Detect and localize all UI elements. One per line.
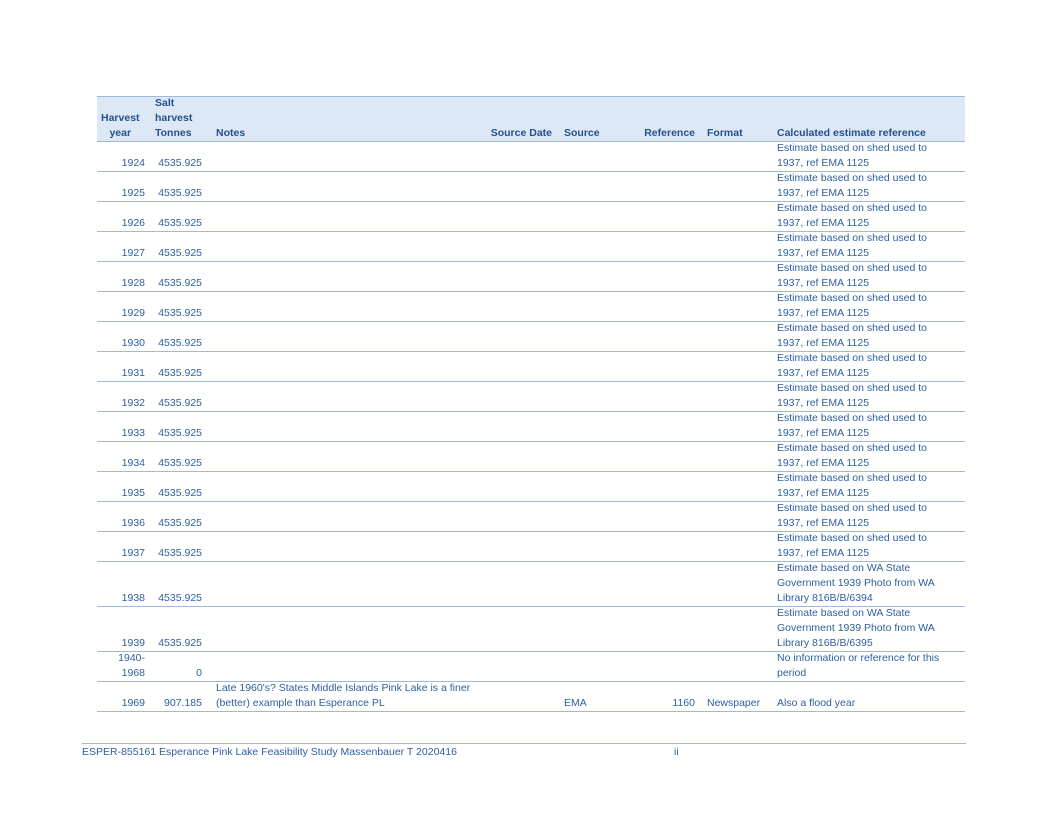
harvest-year-cell: 1934	[121, 457, 145, 469]
source-date-cell	[480, 652, 558, 681]
notes-cell	[212, 652, 480, 681]
reference-cell: 1160	[672, 697, 695, 709]
notes-cell	[212, 232, 480, 261]
header-calculated-estimate-reference: Calculated estimate reference	[777, 127, 926, 139]
notes-cell	[212, 292, 480, 321]
reference-cell	[626, 472, 701, 501]
harvest-year-cell: 1927	[121, 247, 145, 259]
salt-tonnes-cell: 4535.925	[158, 592, 202, 604]
harvest-year-cell: 1938	[121, 592, 145, 604]
source-cell	[558, 382, 626, 411]
table-row	[97, 262, 965, 292]
table-row	[97, 442, 965, 472]
source-date-cell	[480, 232, 558, 261]
salt-tonnes-cell: 907.185	[164, 697, 202, 709]
source-cell	[558, 532, 626, 561]
source-date-cell	[480, 172, 558, 201]
format-cell	[701, 442, 771, 471]
harvest-year-cell: 1940- 1968	[118, 652, 145, 679]
format-cell	[701, 232, 771, 261]
source-cell	[558, 232, 626, 261]
harvest-year-cell: 1937	[121, 547, 145, 559]
salt-tonnes-cell: 4535.925	[158, 457, 202, 469]
header-reference: Reference	[644, 127, 695, 139]
reference-cell	[626, 202, 701, 231]
source-cell	[558, 292, 626, 321]
header-notes: Notes	[216, 127, 246, 139]
salt-tonnes-cell: 4535.925	[158, 187, 202, 199]
source-date-cell	[480, 142, 558, 171]
source-cell	[558, 502, 626, 531]
salt-tonnes-cell: 4535.925	[158, 307, 202, 319]
notes-cell	[212, 562, 480, 606]
reference-cell	[626, 382, 701, 411]
format-cell	[701, 502, 771, 531]
harvest-year-cell: 1936	[121, 517, 145, 529]
table-row	[97, 172, 965, 202]
table-row	[97, 412, 965, 442]
format-cell	[701, 142, 771, 171]
notes-cell: Late 1960's? States Middle Islands Pink Lake is a finer (better) example than Esperance PL	[216, 682, 471, 709]
source-cell	[558, 142, 626, 171]
reference-cell	[626, 442, 701, 471]
source-date-cell	[480, 202, 558, 231]
reference-cell	[626, 172, 701, 201]
source-date-cell	[480, 607, 558, 651]
table-row	[97, 502, 965, 532]
source-date-cell	[480, 532, 558, 561]
salt-tonnes-cell: 4535.925	[158, 277, 202, 289]
estimate-reference-cell: Estimate based on shed used to 1937, ref EMA 1125	[777, 202, 928, 229]
harvest-year-cell: 1926	[121, 217, 145, 229]
salt-tonnes-cell: 4535.925	[158, 427, 202, 439]
source-date-cell	[480, 292, 558, 321]
harvest-table	[97, 96, 965, 712]
notes-cell	[212, 382, 480, 411]
estimate-reference-cell: Estimate based on shed used to 1937, ref EMA 1125	[777, 142, 928, 169]
header-source: Source	[564, 127, 600, 139]
estimate-reference-cell: Also a flood year	[777, 697, 856, 709]
salt-tonnes-cell: 4535.925	[158, 397, 202, 409]
notes-cell	[212, 352, 480, 381]
source-cell	[558, 472, 626, 501]
table-row	[97, 292, 965, 322]
harvest-year-cell: 1924	[121, 157, 145, 169]
notes-cell	[212, 607, 480, 651]
notes-cell	[212, 412, 480, 441]
table-row	[97, 532, 965, 562]
format-cell	[701, 562, 771, 606]
format-cell	[701, 652, 771, 681]
source-date-cell	[480, 382, 558, 411]
table-row	[97, 472, 965, 502]
format-cell	[701, 262, 771, 291]
source-cell	[558, 607, 626, 651]
reference-cell	[626, 562, 701, 606]
estimate-reference-cell: Estimate based on WA State Government 1939 Photo from WA Library 816B/B/6395	[777, 607, 935, 649]
salt-tonnes-cell: 4535.925	[158, 217, 202, 229]
format-cell	[701, 607, 771, 651]
harvest-year-cell: 1939	[121, 637, 145, 649]
reference-cell	[626, 352, 701, 381]
reference-cell	[626, 232, 701, 261]
source-cell	[558, 262, 626, 291]
harvest-year-cell: 1933	[121, 427, 145, 439]
format-cell	[701, 382, 771, 411]
notes-cell	[212, 472, 480, 501]
reference-cell	[626, 532, 701, 561]
harvest-year-cell: 1969	[121, 697, 145, 709]
salt-tonnes-cell: 4535.925	[158, 637, 202, 649]
reference-cell	[626, 607, 701, 651]
format-cell	[701, 532, 771, 561]
reference-cell	[626, 412, 701, 441]
estimate-reference-cell: Estimate based on shed used to 1937, ref EMA 1125	[777, 532, 928, 559]
format-cell	[701, 472, 771, 501]
notes-cell	[212, 262, 480, 291]
reference-cell	[626, 142, 701, 171]
source-cell: EMA	[564, 697, 587, 709]
estimate-reference-cell: No information or reference for this period	[777, 652, 940, 679]
footer-document-ref: ESPER-855161 Esperance Pink Lake Feasibility Study Massenbauer T 2020416	[82, 746, 457, 758]
estimate-reference-cell: Estimate based on WA State Government 1939 Photo from WA Library 816B/B/6394	[777, 562, 935, 604]
notes-cell	[212, 442, 480, 471]
estimate-reference-cell: Estimate based on shed used to 1937, ref EMA 1125	[777, 442, 928, 469]
salt-tonnes-cell: 4535.925	[158, 517, 202, 529]
estimate-reference-cell: Estimate based on shed used to 1937, ref EMA 1125	[777, 322, 928, 349]
reference-cell	[626, 292, 701, 321]
footer-page-number: ii	[674, 746, 679, 758]
harvest-year-cell: 1929	[121, 307, 145, 319]
source-date-cell	[480, 502, 558, 531]
table-row	[97, 202, 965, 232]
salt-tonnes-cell: 4535.925	[158, 487, 202, 499]
salt-tonnes-cell: 4535.925	[158, 157, 202, 169]
table-row	[97, 607, 965, 652]
estimate-reference-cell: Estimate based on shed used to 1937, ref EMA 1125	[777, 232, 928, 259]
reference-cell	[626, 322, 701, 351]
source-date-cell	[480, 262, 558, 291]
notes-cell	[212, 202, 480, 231]
reference-cell	[626, 262, 701, 291]
notes-cell	[212, 172, 480, 201]
format-cell	[701, 412, 771, 441]
notes-cell	[212, 142, 480, 171]
table-row	[97, 382, 965, 412]
estimate-reference-cell: Estimate based on shed used to 1937, ref EMA 1125	[777, 472, 928, 499]
source-date-cell	[480, 682, 558, 711]
format-cell: Newspaper	[707, 697, 761, 709]
format-cell	[701, 352, 771, 381]
reference-cell	[626, 652, 701, 681]
salt-tonnes-cell: 0	[196, 667, 202, 679]
header-source-date: Source Date	[490, 127, 552, 139]
harvest-year-cell: 1931	[121, 367, 145, 379]
source-cell	[558, 412, 626, 441]
harvest-year-cell: 1932	[121, 397, 145, 409]
source-cell	[558, 652, 626, 681]
estimate-reference-cell: Estimate based on shed used to 1937, ref EMA 1125	[777, 412, 928, 439]
salt-tonnes-cell: 4535.925	[158, 547, 202, 559]
source-date-cell	[480, 412, 558, 441]
source-cell	[558, 172, 626, 201]
salt-tonnes-cell: 4535.925	[158, 337, 202, 349]
notes-cell	[212, 532, 480, 561]
source-date-cell	[480, 352, 558, 381]
salt-tonnes-cell: 4535.925	[158, 247, 202, 259]
estimate-reference-cell: Estimate based on shed used to 1937, ref EMA 1125	[777, 292, 928, 319]
footer-divider	[82, 743, 966, 744]
salt-tonnes-cell: 4535.925	[158, 367, 202, 379]
table-row	[97, 352, 965, 382]
source-cell	[558, 442, 626, 471]
notes-cell	[212, 502, 480, 531]
harvest-year-cell: 1930	[121, 337, 145, 349]
source-cell	[558, 562, 626, 606]
format-cell	[701, 202, 771, 231]
format-cell	[701, 322, 771, 351]
notes-cell	[212, 322, 480, 351]
table-row	[97, 322, 965, 352]
table-row	[97, 682, 965, 712]
source-date-cell	[480, 472, 558, 501]
table-row	[97, 232, 965, 262]
estimate-reference-cell: Estimate based on shed used to 1937, ref EMA 1125	[777, 382, 928, 409]
harvest-year-cell: 1928	[121, 277, 145, 289]
harvest-year-cell: 1935	[121, 487, 145, 499]
header-format: Format	[707, 127, 743, 139]
source-cell	[558, 322, 626, 351]
source-date-cell	[480, 562, 558, 606]
header-harvest-year: Harvest year	[101, 112, 140, 139]
table-body	[97, 142, 965, 712]
format-cell	[701, 292, 771, 321]
source-date-cell	[480, 322, 558, 351]
format-cell	[701, 172, 771, 201]
table-row	[97, 652, 965, 682]
source-date-cell	[480, 442, 558, 471]
table-row	[97, 562, 965, 607]
estimate-reference-cell: Estimate based on shed used to 1937, ref EMA 1125	[777, 172, 928, 199]
header-salt-harvest-tonnes: Salt harvest Tonnes	[155, 97, 193, 139]
harvest-year-cell: 1925	[121, 187, 145, 199]
estimate-reference-cell: Estimate based on shed used to 1937, ref EMA 1125	[777, 262, 928, 289]
estimate-reference-cell: Estimate based on shed used to 1937, ref EMA 1125	[777, 502, 928, 529]
estimate-reference-cell: Estimate based on shed used to 1937, ref EMA 1125	[777, 352, 928, 379]
table-row	[97, 142, 965, 172]
source-cell	[558, 202, 626, 231]
source-cell	[558, 352, 626, 381]
table-header-row	[97, 96, 965, 142]
reference-cell	[626, 502, 701, 531]
